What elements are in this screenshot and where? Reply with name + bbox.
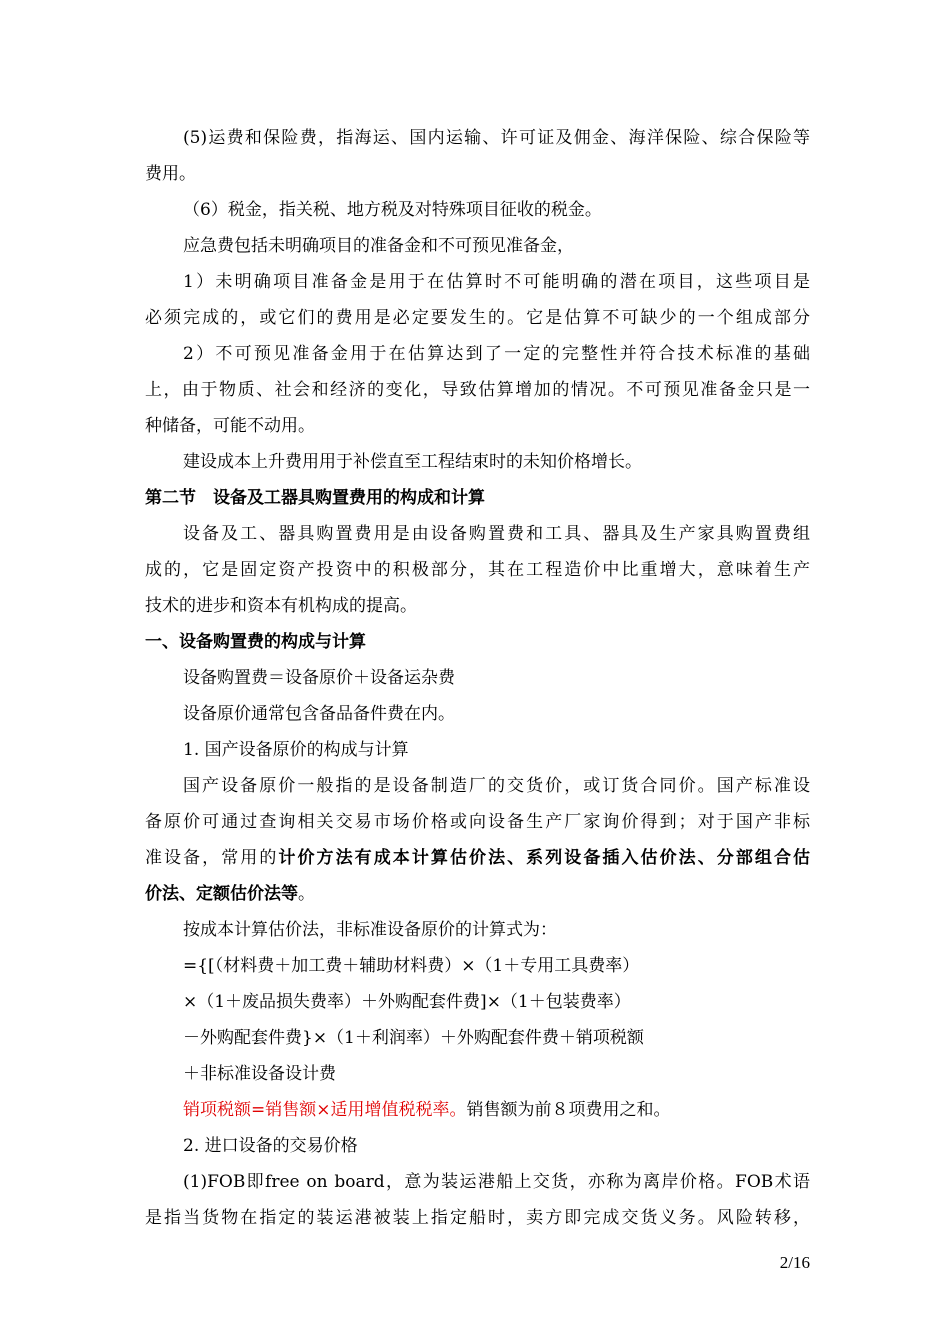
text-line: 必须完成的，或它们的费用是必定要发生的。它是估算不可缺少的一个组成部分 — [145, 308, 810, 328]
bold-text-run: 计价方法有成本计算估价法、系列设备插入估价法、分部组合估 — [278, 848, 811, 868]
subsection-heading: 一、设备购置费的构成与计算 — [145, 632, 366, 652]
text-line: 上，由于物质、社会和经济的变化，导致估算增加的情况。不可预见准备金只是一 — [145, 380, 810, 400]
text-line: 费用。 — [145, 164, 196, 184]
text-line: 技术的进步和资本有机构成的提高。 — [145, 596, 417, 616]
text-line: 备原价可通过查询相关交易市场价格或向设备生产厂家询价得到；对于国产非标 — [145, 812, 810, 832]
formula-line: －外购配套件费}×（1＋利润率）＋外购配套件费＋销项税额 — [183, 1028, 644, 1048]
formula-line: ×（1＋废品损失费率）＋外购配套件费]×（1＋包装费率） — [183, 992, 631, 1012]
text-line: (1)FOB即free on board，意为装运港船上交货，亦称为离岸价格。FOB术语 — [183, 1172, 810, 1192]
text-line: (5)运费和保险费，指海运、国内运输、许可证及佣金、海洋保险、综合保险等 — [183, 128, 810, 148]
text-run: 准设备，常用的 — [145, 848, 279, 868]
numbered-heading: 1. 国产设备原价的构成与计算 — [183, 740, 409, 760]
text-line: 设备原价通常包含备品备件费在内。 — [183, 704, 455, 724]
page-number: 2/16 — [779, 1253, 810, 1272]
formula-line: ={[（材料费＋加工费＋辅助材料费）×（1＋专用工具费率） — [183, 956, 640, 976]
text-line: 国产设备原价一般指的是设备制造厂的交货价，或订货合同价。国产标准设 — [183, 776, 810, 796]
text-line: 2）不可预见准备金用于在估算达到了一定的完整性并符合技术标准的基础 — [183, 344, 810, 364]
formula-line: ＋非标准设备设计费 — [183, 1064, 336, 1084]
text-line — [183, 1099, 810, 1121]
formula-line: 设备购置费＝设备原价＋设备运杂费 — [183, 668, 455, 688]
red-text-run: 销项税额=销售额×适用增值税税率。 — [183, 1100, 467, 1120]
text-line: 是指当货物在指定的装运港被装上指定船时，卖方即完成交货义务。风险转移， — [145, 1208, 810, 1228]
numbered-heading: 2. 进口设备的交易价格 — [183, 1136, 358, 1156]
text-line: 建设成本上升费用用于补偿直至工程结束时的未知价格增长。 — [183, 452, 642, 472]
text-run: 销售额为前８项费用之和。 — [466, 1100, 671, 1120]
text-line: 成的，它是固定资产投资中的积极部分，其在工程造价中比重增大，意味着生产 — [145, 560, 810, 580]
text-line: 应急费包括未明确项目的准备金和不可预见准备金， — [183, 236, 574, 256]
section-heading: 第二节 设备及工器具购置费用的构成和计算 — [145, 488, 485, 508]
bold-text-run: 价法、定额估价法等 — [145, 884, 298, 904]
text-line: 设备及工、器具购置费用是由设备购置费和工具、器具及生产家具购置费组 — [183, 524, 810, 544]
text-line: 1）未明确项目准备金是用于在估算时不可能明确的潜在项目，这些项目是 — [183, 272, 810, 292]
text-line — [145, 883, 810, 905]
text-line: 按成本计算估价法，非标准设备原价的计算式为： — [183, 920, 557, 940]
text-run: 。 — [298, 884, 315, 904]
text-line — [145, 847, 810, 869]
text-line: （6）税金，指关税、地方税及对特殊项目征收的税金。 — [183, 200, 602, 220]
text-line: 种储备，可能不动用。 — [145, 416, 315, 436]
